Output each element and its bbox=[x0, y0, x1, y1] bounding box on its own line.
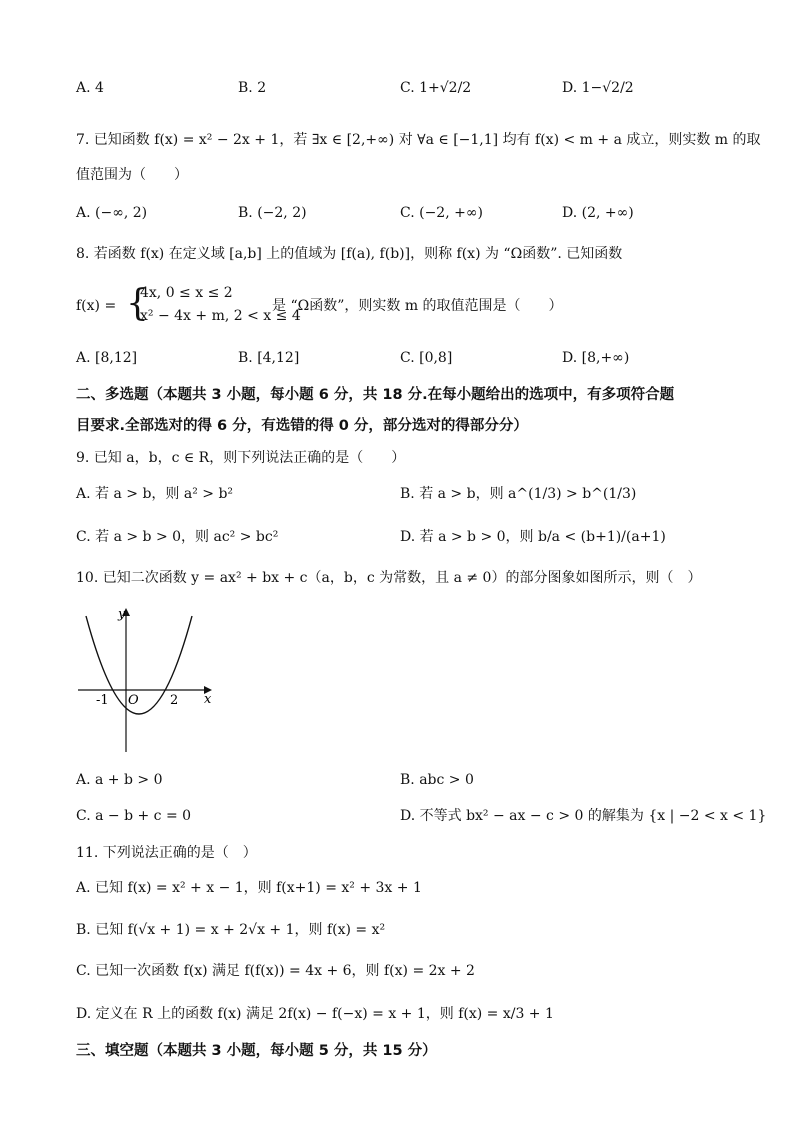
q8-option-d: D. [8,+∞) bbox=[562, 350, 630, 366]
q10-option-a: A. a + b > 0 bbox=[76, 772, 163, 788]
q11-option-a: A. 已知 f(x) = x² + x − 1，则 f(x+1) = x² + 3x + 1 bbox=[76, 880, 422, 896]
q8-function-prefix: f(x) = bbox=[76, 298, 117, 314]
y-axis-label: y bbox=[118, 607, 126, 622]
q10-option-c: C. a − b + c = 0 bbox=[76, 808, 192, 824]
q9-option-d: D. 若 a > b > 0，则 b/a < (b+1)/(a+1) bbox=[400, 529, 666, 545]
q11-option-b: B. 已知 f(√x + 1) = x + 2√x + 1，则 f(x) = x² bbox=[76, 922, 386, 938]
q9-option-b: B. 若 a > b，则 a^(1/3) > b^(1/3) bbox=[400, 486, 637, 502]
q8-option-c: C. [0,8] bbox=[400, 350, 453, 366]
tick-label-2: 2 bbox=[170, 693, 179, 708]
section-3-heading: 三、填空题（本题共 3 小题，每小题 5 分，共 15 分） bbox=[76, 1043, 437, 1059]
q9-option-c: C. 若 a > b > 0，则 ac² > bc² bbox=[76, 529, 279, 545]
section-2-heading-line1: 二、多选题（本题共 3 小题，每小题 6 分，共 18 分.在每小题给出的选项中，有多项符合题 bbox=[76, 387, 675, 403]
q7-stem-line2: 值范围为（ ） bbox=[76, 167, 188, 183]
q8-piece-2: x² − 4x + m, 2 < x ≤ 4 bbox=[140, 308, 301, 324]
x-axis-label: x bbox=[204, 692, 212, 707]
tick-label-neg1: -1 bbox=[96, 693, 109, 708]
q6-option-a: A. 4 bbox=[76, 80, 104, 96]
q9-stem: 9. 已知 a，b，c ∈ R，则下列说法正确的是（ ） bbox=[76, 450, 406, 466]
q6-option-d: D. 1−√2/2 bbox=[562, 80, 634, 96]
q8-stem-suffix: 是 “Ω函数”，则实数 m 的取值范围是（ ） bbox=[272, 298, 563, 314]
q9-option-a: A. 若 a > b，则 a² > b² bbox=[76, 486, 234, 502]
q11-stem: 11. 下列说法正确的是（ ） bbox=[76, 845, 257, 861]
q8-brace: { bbox=[126, 283, 149, 324]
q7-option-c: C. (−2, +∞) bbox=[400, 205, 483, 221]
q11-option-c: C. 已知一次函数 f(x) 满足 f(f(x)) = 4x + 6，则 f(x) = 2x + 2 bbox=[76, 963, 475, 979]
q7-option-d: D. (2, +∞) bbox=[562, 205, 634, 221]
q10-option-d: D. 不等式 bx² − ax − c > 0 的解集为 {x | −2 < x < 1} bbox=[400, 808, 767, 824]
q10-parabola-graph bbox=[74, 602, 220, 758]
section-2-heading-line2: 目要求.全部选对的得 6 分，有选错的得 0 分，部分选对的得部分分） bbox=[76, 418, 528, 434]
q8-option-b: B. [4,12] bbox=[238, 350, 300, 366]
q8-stem-line1: 8. 若函数 f(x) 在定义域 [a,b] 上的值域为 [f(a), f(b)]，则称 f(x) 为 “Ω函数”. 已知函数 bbox=[76, 246, 623, 262]
origin-label: O bbox=[128, 693, 139, 708]
q8-option-a: A. [8,12] bbox=[76, 350, 138, 366]
q10-option-b: B. abc > 0 bbox=[400, 772, 474, 788]
q7-stem-line1: 7. 已知函数 f(x) = x² − 2x + 1，若 ∃x ∈ [2,+∞) 对 ∀a ∈ [−1,1] 均有 f(x) < m + a 成立，则实数 m 的取 bbox=[76, 132, 761, 148]
q8-piece-1: 4x, 0 ≤ x ≤ 2 bbox=[140, 285, 233, 301]
q6-option-c: C. 1+√2/2 bbox=[400, 80, 472, 96]
q7-option-a: A. (−∞, 2) bbox=[76, 205, 148, 221]
q7-option-b: B. (−2, 2) bbox=[238, 205, 307, 221]
q10-stem: 10. 已知二次函数 y = ax² + bx + c（a，b，c 为常数，且 a ≠ 0）的部分图象如图所示，则（ ） bbox=[76, 570, 702, 586]
q6-option-b: B. 2 bbox=[238, 80, 267, 96]
q11-option-d: D. 定义在 R 上的函数 f(x) 满足 2f(x) − f(−x) = x + 1，则 f(x) = x/3 + 1 bbox=[76, 1006, 554, 1022]
